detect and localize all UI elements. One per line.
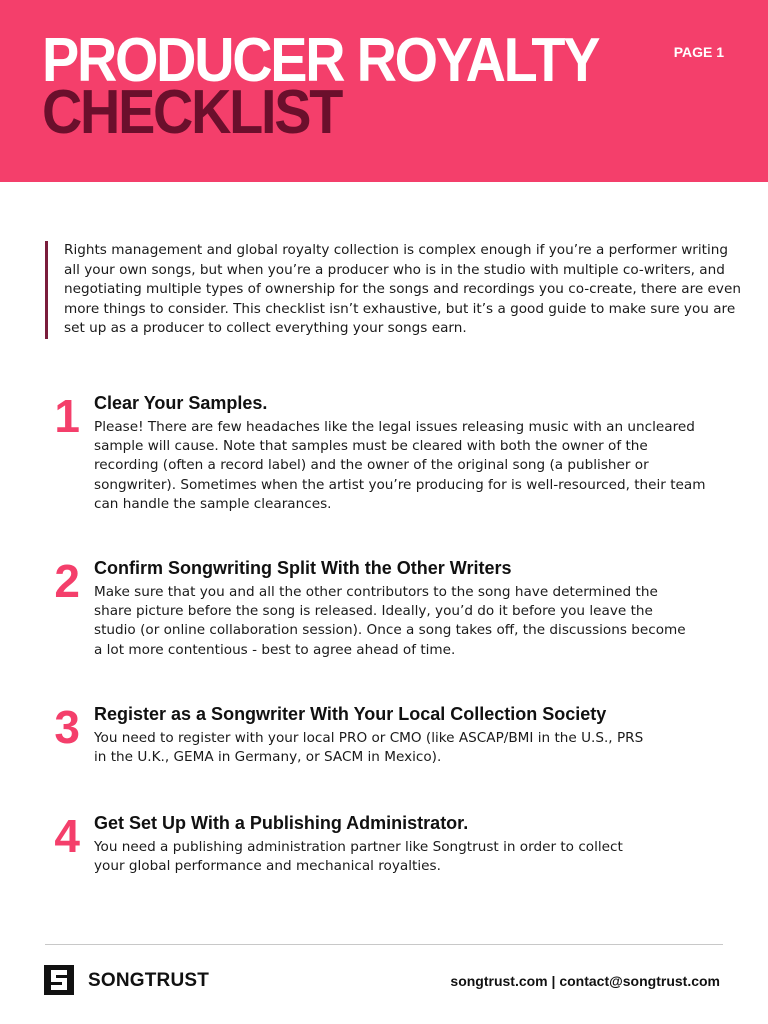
- item-number: 1: [54, 390, 80, 442]
- item-body: You need a publishing administration partner like Songtrust in order to collect your global performance and mechanical royalties.: [94, 839, 623, 875]
- page-number: PAGE 1: [673, 44, 724, 60]
- songtrust-s-logo-icon: [44, 965, 74, 995]
- page-title-line2: CHECKLIST: [42, 78, 342, 147]
- item-number: 4: [54, 810, 80, 862]
- item-title: Confirm Songwriting Split With the Other Writers: [94, 558, 512, 578]
- item-number: 2: [54, 555, 80, 607]
- item-title: Get Set Up With a Publishing Administrator.: [94, 813, 469, 833]
- item-body: You need to register with your local PRO or CMO (like ASCAP/BMI in the U.S., PRS in the U.K., GEMA in Germany, or SACM in Mexico).: [94, 730, 644, 766]
- intro-paragraph: Rights management and global royalty collection is complex enough if you’re a performer writing all your own songs, but when you’re a producer who is in the studio with multiple co-writers, and negotiating multiple types of ownership for the songs and recordings you co-create, there are even more things to consider. This checklist isn’t exhaustive, but it’s a good guide to make sure you are set up as a producer to collect everything your songs earn.: [45, 241, 744, 339]
- brand-name: SONGTRUST: [88, 970, 210, 991]
- item-title: Clear Your Samples.: [94, 393, 268, 413]
- item-number: 3: [54, 701, 80, 753]
- header-banner: [0, 0, 768, 182]
- footer-divider: [45, 944, 723, 945]
- item-body: Make sure that you and all the other contributors to the song have determined the share picture before the song is released. Ideally, you’d do it before you leave the studio (or online collaboration session). Once a song takes off, the discussions become a lot more contentious - best to agree ahead of time.: [94, 584, 686, 658]
- page-title-line1: PRODUCER ROYALTY: [42, 26, 599, 95]
- contact-info[interactable]: songtrust.com | contact@songtrust.com: [450, 973, 720, 989]
- item-body: Please! There are few headaches like the legal issues releasing music with an uncleared sample will cause. Note that samples must be cleared with both the owner of the recording (often a record label) and the owner of the original song (a publisher or songwriter). Sometimes when the artist you’re producing for is well-resourced, their team can handle the sample clearances.: [94, 419, 706, 512]
- item-title: Register as a Songwriter With Your Local Collection Society: [94, 704, 607, 724]
